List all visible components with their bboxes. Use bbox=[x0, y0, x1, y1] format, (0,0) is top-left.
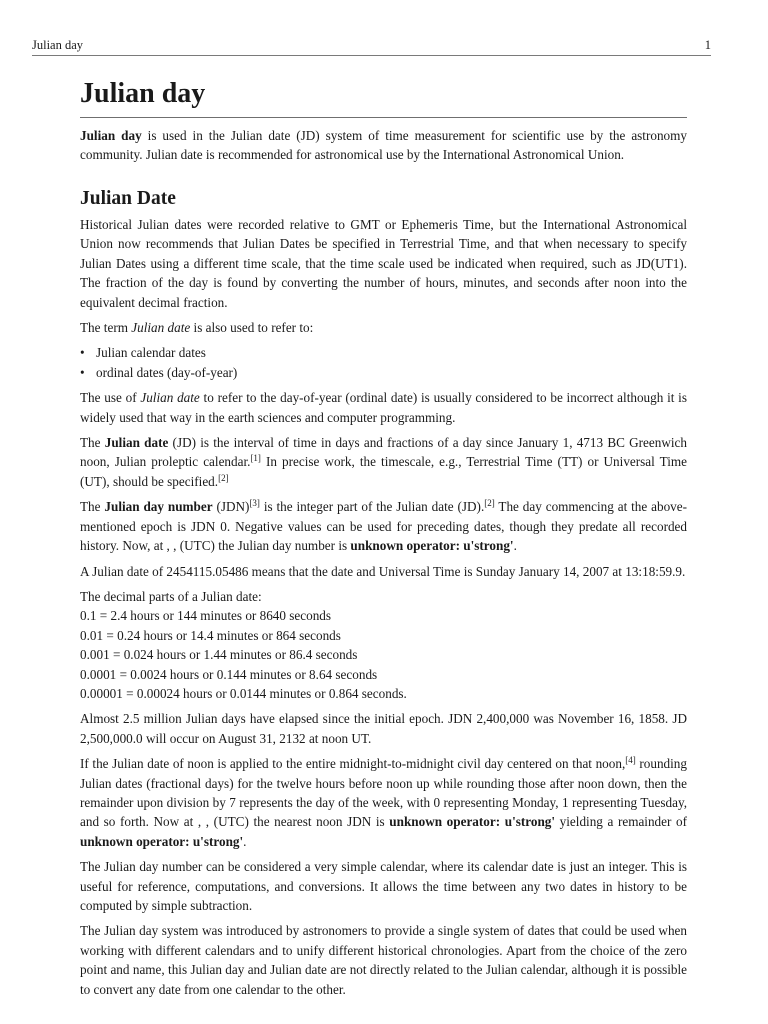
paragraph-julian-date-definition: The Julian date (JD) is the interval of time in days and fractions of a day since January 1, 4713 BC Greenwich noon, Julian proleptic calendar.[1] In precise work, the timescale, e.g., Terrestrial Time (TT) or Universal Time (UT), should be specified.[2] bbox=[80, 435, 687, 489]
running-header-title: Julian day bbox=[32, 38, 84, 52]
paragraph-elapsed-days: Almost 2.5 million Julian days have elapsed since the initial epoch. JDN 2,400,000 was November 16, 1858. JD 2,500,000.0 will occur on August 31, 2132 at noon UT. bbox=[80, 711, 687, 746]
intro-section bbox=[80, 126, 687, 165]
paragraph-example-date: A Julian date of 2454115.05486 means that the date and Universal Time is Sunday January 14, 2007 at 13:18:59.9. bbox=[80, 563, 686, 579]
citation-link[interactable]: [2] bbox=[218, 472, 229, 483]
citation-link[interactable]: [4] bbox=[625, 755, 636, 766]
usage-list bbox=[80, 343, 687, 382]
paragraph-ordinal-date: The use of Julian date to refer to the day-of-year (ordinal date) is usually considered to be incorrect although it is widely used that way in the earth sciences and computer programming. bbox=[80, 390, 687, 425]
page-title: Julian day bbox=[80, 77, 687, 118]
citation-link[interactable]: [3] bbox=[249, 498, 260, 509]
decimal-line: 0.1 = 2.4 hours or 144 minutes or 8640 seconds bbox=[80, 608, 332, 624]
intro-paragraph: Julian day is used in the Julian date (JD) system of time measurement for scientific use by the astronomy community. Julian date is recommended for astronomical use by the International Astronomical Union. bbox=[80, 128, 687, 163]
paragraph-day-of-week: If the Julian date of noon is applied to the entire midnight-to-midnight civil day centered on that noon,[4] rounding Julian dates (fractional days) for the twelve hours before noon up while rounding those after noon down, then the remainder upon division by 7 represents the day of the week, with 0 representing Monday, 1 representing Tuesday, and so forth. Now at , , (UTC) the nearest noon JDN is unknown operator: u'strong' yielding a remainder of unknown operator: u'strong'. bbox=[80, 755, 687, 849]
list-item: • Julian calendar dates bbox=[80, 343, 687, 362]
decimal-parts-block bbox=[80, 587, 687, 703]
citation-link[interactable]: [2] bbox=[484, 498, 495, 509]
paragraph-history: The Julian day system was introduced by astronomers to provide a single system of dates that could be used when working with different calendars and to unify different historical chronologies. Apart from the choice of the zero point and name, this Julian day and Julian date are not directly related to the Julian calendar, although it is possible to convert any date from one calendar to the other. bbox=[80, 923, 687, 997]
decimal-line: 0.01 = 0.24 hours or 14.4 minutes or 864 seconds bbox=[80, 627, 341, 643]
decimal-line: The decimal parts of a Julian date: bbox=[80, 588, 262, 604]
decimal-line: 0.0001 = 0.0024 hours or 0.144 minutes or 8.64 seconds bbox=[80, 666, 378, 682]
paragraph-term-usage: The term Julian date is also used to refer to: bbox=[80, 320, 314, 336]
decimal-line: 0.00001 = 0.00024 hours or 0.0144 minutes or 0.864 seconds. bbox=[80, 685, 407, 701]
running-header bbox=[32, 38, 711, 56]
decimal-line: 0.001 = 0.024 hours or 1.44 minutes or 86.4 seconds bbox=[80, 647, 358, 663]
page-number: 1 bbox=[704, 38, 711, 52]
section-body bbox=[80, 215, 687, 1005]
list-item: • ordinal dates (day-of-year) bbox=[80, 363, 687, 382]
citation-link[interactable]: [1] bbox=[250, 453, 261, 464]
paragraph-time-scale: Historical Julian dates were recorded relative to GMT or Ephemeris Time, but the International Astronomical Union now recommends that Julian Dates be specified in Terrestrial Time, and that when necessary to specify Julian Dates using a different time scale, that the time scale used be indicated when required, such as JD(UT1). The fraction of the day is found by converting the number of hours, minutes, and seconds after noon into the equivalent decimal fraction. bbox=[80, 217, 687, 310]
section-heading-julian-date: Julian Date bbox=[80, 188, 176, 209]
paragraph-julian-day-number: The Julian day number (JDN)[3] is the integer part of the Julian date (JD).[2] The day commencing at the above-mentioned epoch is JDN 0. Negative values can be used for preceding dates, though they predate all recorded history. Now, at , , (UTC) the Julian day number is unknown operator: u'strong'. bbox=[80, 498, 687, 554]
intro-bold-term: Julian day bbox=[80, 128, 142, 143]
paragraph-simple-calendar: The Julian day number can be considered a very simple calendar, where its calendar date is just an integer. This is useful for reference, computations, and conversions. It allows the time between any two dates in history to be computed by simple subtraction. bbox=[80, 859, 687, 913]
